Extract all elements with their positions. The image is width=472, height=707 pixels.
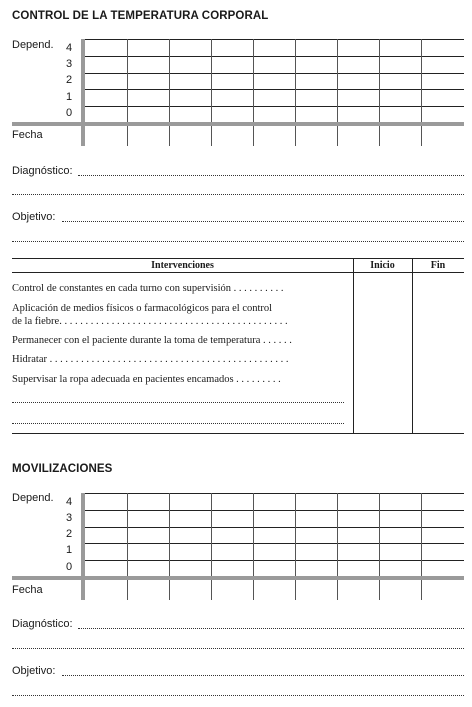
- objetivo-label: Objetivo:: [12, 211, 56, 223]
- level-3: 3: [65, 58, 73, 70]
- col-header-intervenciones: Intervenciones: [151, 260, 214, 271]
- objetivo-field-line2[interactable]: [12, 240, 464, 242]
- level-1: 1: [65, 91, 73, 103]
- objetivo-field[interactable]: [62, 220, 464, 222]
- diagnostico-label: Diagnóstico:: [12, 165, 73, 177]
- level-4: 4: [65, 42, 73, 54]
- depend-label-2: Depend.: [12, 492, 54, 504]
- intervention-item-5: Supervisar la ropa adecuada en pacientes encamados . . . . . . . . .: [12, 374, 281, 385]
- diagnostico-field[interactable]: [78, 174, 464, 176]
- fecha-label-2: Fecha: [12, 584, 43, 596]
- objetivo-field-2-line2[interactable]: [12, 694, 464, 696]
- depend-label: Depend.: [12, 39, 54, 51]
- objetivo-field-2[interactable]: [62, 674, 464, 676]
- diagnostico-field-2[interactable]: [78, 627, 464, 629]
- intervention-item-3: Permanecer con el paciente durante la toma de temperatura . . . . . .: [12, 335, 292, 346]
- level-0: 0: [65, 107, 73, 119]
- intervention-blank-line-2[interactable]: [12, 422, 344, 424]
- intervention-item-1: Control de constantes en cada turno con supervisión . . . . . . . . . .: [12, 283, 284, 294]
- intervention-item-2b: de la fiebre. . . . . . . . . . . . . . . . . . . . . . . . . . . . . . . . . . . . . . . . . . . .: [12, 316, 288, 327]
- col-header-inicio: Inicio: [370, 260, 395, 271]
- level-1-2: 1: [65, 544, 73, 556]
- level-3-2: 3: [65, 512, 73, 524]
- fecha-row-1[interactable]: [83, 126, 464, 146]
- dependency-grid-2[interactable]: [83, 493, 464, 579]
- fecha-label: Fecha: [12, 129, 43, 141]
- level-0-2: 0: [65, 561, 73, 573]
- level-2-2: 2: [65, 528, 73, 540]
- intervention-blank-line-1[interactable]: [12, 401, 344, 403]
- intervention-item-2: Aplicación de medios físicos o farmacológicos para el control: [12, 303, 273, 314]
- level-2: 2: [65, 74, 73, 86]
- col-header-fin: Fin: [430, 260, 446, 271]
- dependency-grid-1[interactable]: [83, 39, 464, 125]
- fecha-row-2[interactable]: [83, 580, 464, 600]
- section-title-movilizaciones: MOVILIZACIONES: [12, 463, 113, 475]
- diagnostico-label-2: Diagnóstico:: [12, 618, 73, 630]
- level-4-2: 4: [65, 496, 73, 508]
- diagnostico-field-2-line2[interactable]: [12, 647, 464, 649]
- section-title-temperatura: CONTROL DE LA TEMPERATURA CORPORAL: [12, 10, 269, 22]
- intervention-item-4: Hidratar . . . . . . . . . . . . . . . . . . . . . . . . . . . . . . . . . . . . . . . . . . . . . .: [12, 354, 289, 365]
- objetivo-label-2: Objetivo:: [12, 665, 56, 677]
- diagnostico-field-line2[interactable]: [12, 193, 464, 195]
